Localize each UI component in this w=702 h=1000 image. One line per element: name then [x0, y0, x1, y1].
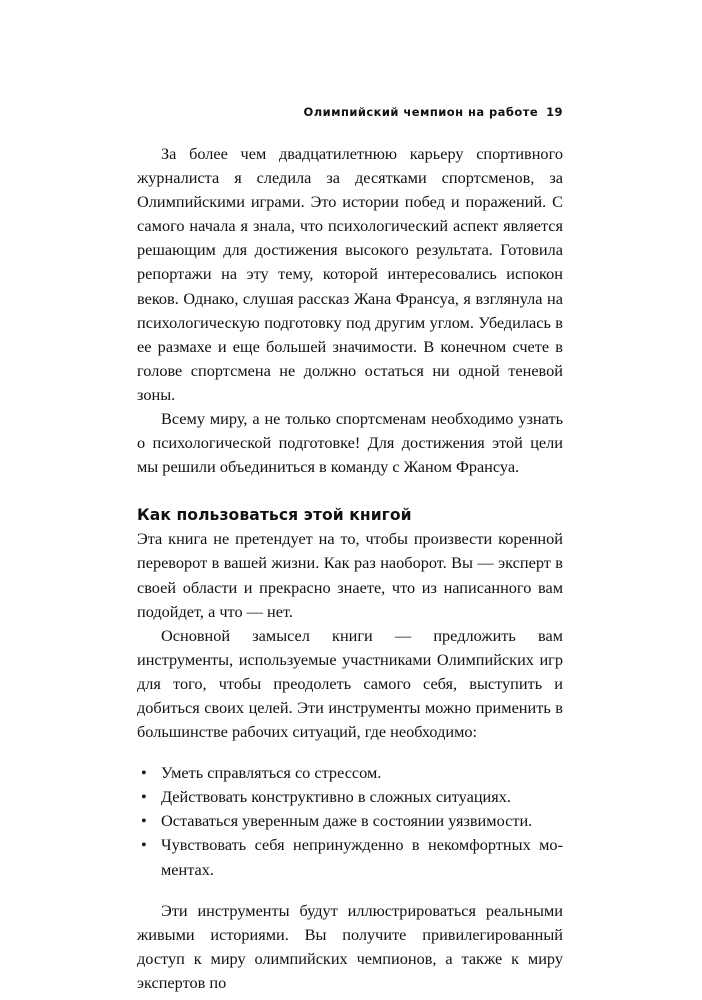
bullet-icon: •: [141, 787, 147, 807]
paragraph: За более чем двадцатилетнюю карьеру спортивного журналиста я следила за десятками спортсменов, за Олимпийскими играми. Это истории побед и поражений. С самого начала я знала, что психологический аспект является решающим для достижения высокого результата. Готовила репортажи на эту тему, которой интересовались испокон веков. Однако, слушая рассказ Жана Франсуа, я взглянула на психологическую подготовку под другим углом. Убедилась в ее размахе и еще большей значимости. В конечном счете в голове спортсмена не должно остаться ни одной теневой зоны.: [137, 144, 563, 404]
running-head: [304, 105, 563, 119]
bullet-icon: •: [141, 835, 147, 855]
list-item-text: Уметь справляться со стрессом.: [161, 763, 382, 783]
list-item: [137, 785, 563, 809]
paragraph: Эта книга не претендует на то, чтобы произвести коренной переворот в вашей жизни. Как раз наоборот. Вы — эксперт в своей области и прекрасно знаете, что из написанного вам подойдет, а что — нет.: [137, 529, 563, 621]
running-head-title: Олимпийский чемпион на работе: [303, 105, 539, 119]
section-heading: Как пользоваться этой книгой: [137, 506, 412, 525]
list-item-text: Чувствовать себя непринужденно в некомфортных моментах.: [161, 835, 563, 879]
paragraph: Всему миру, а не только спортсменам необходимо узнать о психологической подготовке! Для достижения этой цели мы решили объединиться в команду с Жаном Франсуа.: [137, 409, 563, 477]
paragraph: Эти инструменты будут иллюстрироваться реальными живыми историями. Вы получите привилегированный доступ к миру олимпийских чемпионов, а также к миру экспертов по: [137, 900, 563, 992]
list-item-text: Оставаться уверенным даже в состоянии уязвимости.: [161, 811, 533, 831]
bullet-icon: •: [141, 763, 147, 783]
bullet-list: [137, 761, 563, 881]
paragraph: Основной замысел книги — предложить вам инструменты, используемые участниками Олимпийских игр для того, чтобы преодолеть самого себя, выступить и добиться своих целей. Эти инструменты можно применить в большинстве рабочих ситуаций, где необходимо:: [137, 625, 563, 742]
bullet-icon: •: [141, 811, 147, 831]
list-item-text: Действовать конструктивно в сложных ситуациях.: [161, 787, 511, 807]
body-text: [137, 142, 563, 995]
list-item: [137, 809, 563, 833]
list-item: [137, 761, 563, 785]
page-number: 19: [546, 105, 563, 119]
list-item: [137, 833, 563, 881]
